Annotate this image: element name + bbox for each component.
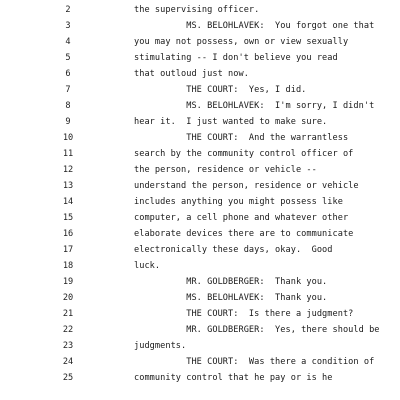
- line-number: 23: [62, 341, 74, 351]
- line-number: 7: [65, 85, 71, 95]
- line-number: 17: [62, 245, 74, 255]
- line-text: search by the community control officer of: [134, 149, 354, 159]
- line-number: 16: [62, 229, 74, 239]
- line-number: 13: [62, 181, 74, 191]
- transcript-line: [0, 178, 400, 194]
- line-text: the supervising officer.: [134, 5, 260, 15]
- transcript-line: [0, 194, 400, 210]
- line-text: THE COURT: And the warrantless: [134, 133, 349, 143]
- line-text: you may not possess, own or view sexually: [134, 37, 349, 47]
- line-text: stimulating -- I don't believe you read: [134, 53, 338, 63]
- line-number: 20: [62, 293, 74, 303]
- transcript-line: [0, 114, 400, 130]
- transcript-line: [0, 290, 400, 306]
- transcript-line: [0, 242, 400, 258]
- transcript-line: [0, 146, 400, 162]
- line-text: community control that he pay or is he: [134, 373, 333, 383]
- line-number: 14: [62, 197, 74, 207]
- transcript-line: [0, 226, 400, 242]
- transcript-line: [0, 34, 400, 50]
- line-number: 12: [62, 165, 74, 175]
- transcript-line: [0, 2, 400, 18]
- line-text: hear it. I just wanted to make sure.: [134, 117, 328, 127]
- transcript-line: [0, 354, 400, 370]
- line-number: 22: [62, 325, 74, 335]
- transcript-line: [0, 82, 400, 98]
- line-text: includes anything you might possess like: [134, 197, 343, 207]
- line-number: 25: [62, 373, 74, 383]
- transcript-line: [0, 306, 400, 322]
- transcript-line: [0, 370, 400, 386]
- line-text: luck.: [134, 261, 161, 271]
- transcript-line: [0, 338, 400, 354]
- line-number: 18: [62, 261, 74, 271]
- transcript-line: [0, 130, 400, 146]
- line-text: MR. GOLDBERGER: Thank you.: [134, 277, 328, 287]
- line-text: MR. GOLDBERGER: Yes, there should be: [134, 325, 380, 335]
- line-number: 15: [62, 213, 74, 223]
- line-text: THE COURT: Is there a judgment?: [134, 309, 354, 319]
- transcript-line: [0, 50, 400, 66]
- line-text: judgments.: [134, 341, 187, 351]
- transcript-line: [0, 322, 400, 338]
- line-number: 24: [62, 357, 74, 367]
- line-text: elaborate devices there are to communicate: [134, 229, 354, 239]
- line-number: 10: [62, 133, 74, 143]
- line-text: THE COURT: Was there a condition of: [134, 357, 375, 367]
- line-text: electronically these days, okay. Good: [134, 245, 333, 255]
- line-number: 9: [65, 117, 71, 127]
- transcript-line: [0, 258, 400, 274]
- transcript-line: [0, 210, 400, 226]
- line-text: MS. BELOHLAVEK: I'm sorry, I didn't: [134, 101, 375, 111]
- line-number: 8: [65, 101, 71, 111]
- line-text: the person, residence or vehicle --: [134, 165, 317, 175]
- transcript-line: [0, 66, 400, 82]
- line-number: 2: [65, 5, 71, 15]
- line-number: 3: [65, 21, 71, 31]
- line-number: 19: [62, 277, 74, 287]
- line-text: THE COURT: Yes, I did.: [134, 85, 307, 95]
- line-number: 21: [62, 309, 74, 319]
- line-text: MS. BELOHLAVEK: You forgot one that: [134, 21, 375, 31]
- line-text: that outloud just now.: [134, 69, 249, 79]
- line-number: 4: [65, 37, 71, 47]
- transcript-line: [0, 98, 400, 114]
- line-number: 11: [62, 149, 74, 159]
- line-text: computer, a cell phone and whatever other: [134, 213, 349, 223]
- transcript-line: [0, 274, 400, 290]
- line-number: 6: [65, 69, 71, 79]
- transcript-line: [0, 162, 400, 178]
- line-text: understand the person, residence or vehicle: [134, 181, 359, 191]
- line-number: 5: [65, 53, 71, 63]
- line-text: MS. BELOHLAVEK: Thank you.: [134, 293, 328, 303]
- transcript-line: [0, 18, 400, 34]
